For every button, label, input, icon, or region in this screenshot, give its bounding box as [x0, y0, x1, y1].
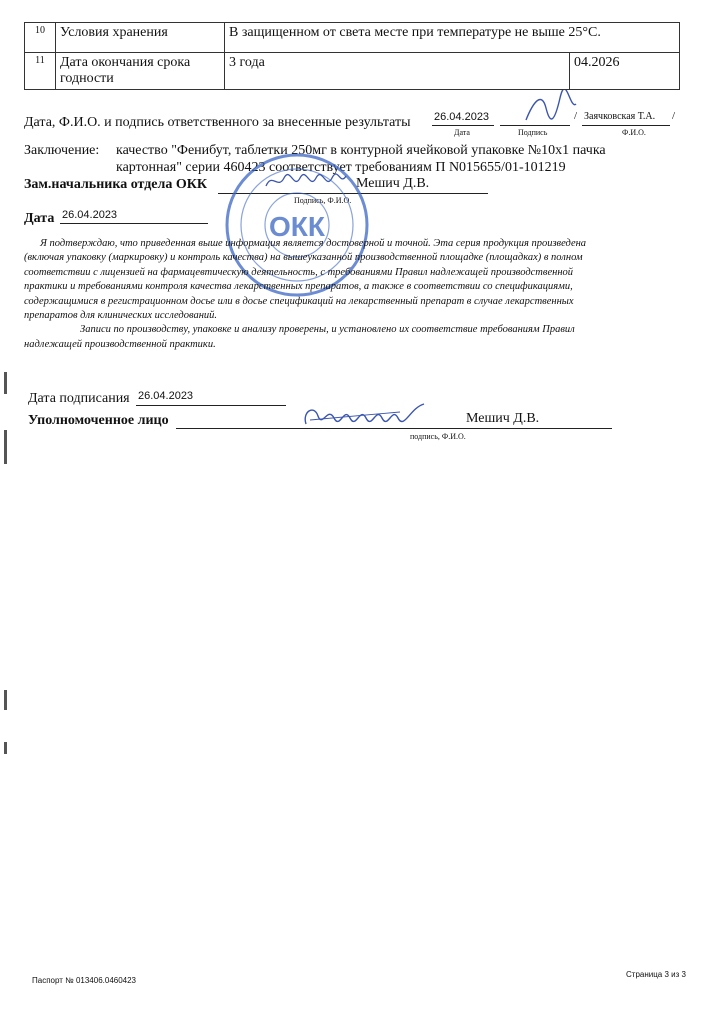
signing-date: 26.04.2023 [138, 390, 194, 402]
scan-mark [4, 372, 7, 394]
row-name: Дата окончания срока годности [56, 53, 225, 90]
scan-mark [4, 742, 7, 754]
conclusion-line2: картонная" серии 460423 соответствует требованиям П N015655/01-101219 [116, 160, 566, 175]
row-number: 10 [25, 23, 56, 53]
okk-date-line [60, 223, 208, 224]
signing-date-label: Дата подписания [28, 391, 130, 406]
statement [24, 237, 684, 352]
statement-line: (включая упаковку (маркировку) и контроль качества) на вышеуказанной производственной площадке (площадках) в полном [24, 252, 583, 264]
statement-line: Записи по производству, упаковке и анализу проверены, и установлено их соответствие требованиям Правил [80, 324, 575, 336]
conclusion-label: Заключение: [24, 143, 100, 158]
table-row [25, 23, 680, 53]
signature-icon [262, 168, 348, 196]
results-name-line [582, 125, 670, 126]
signing-date-line [136, 405, 286, 406]
okk-name: Мешич Д.В. [356, 176, 430, 191]
caption-date: Дата [454, 128, 470, 137]
caption-sign: Подпись [518, 128, 548, 137]
results-label: Дата, Ф.И.О. и подпись ответственного за внесенные результаты [24, 115, 411, 130]
statement-line: Я подтверждаю, что приведенная выше информация является достоверной и точной. Эта серия продукция произведена [40, 238, 587, 249]
signature-icon [520, 90, 580, 130]
okk-caption: Подпись, Ф.И.О. [294, 196, 352, 205]
conclusion-line1: качество "Фенибут, таблетки 250мг в контурной ячейковой упаковке №10x1 пачка [116, 143, 606, 158]
okk-date-label: Дата [24, 211, 55, 226]
row-number: 11 [25, 53, 56, 90]
statement-line: практики и требованиями контроля качества лекарственных препаратов, а также в соответствии со спецификациями, [24, 281, 573, 293]
footer-page: Страница 3 из 3 [626, 970, 686, 979]
statement-line: соответствии с лицензией на фармацевтическую деятельность, с требованиями Правил надлежащей производственной [24, 266, 574, 278]
okk-label: Зам.начальника отдела ОКК [24, 177, 208, 192]
statement-line: препаратов для клинических исследований. [24, 310, 218, 322]
statement-line: содержащимися в регистрационном досье или в досье спецификаций на лекарственный препарат в случае лекарственных [24, 295, 574, 307]
spec-table [24, 22, 680, 90]
row-extra: 04.2026 [570, 53, 680, 90]
results-date-line [432, 125, 494, 126]
row-value: 3 года [225, 53, 570, 90]
okk-date: 26.04.2023 [62, 209, 118, 221]
stamp-text: ОКК [269, 211, 325, 242]
scan-mark [4, 690, 7, 710]
caption-fio: Ф.И.О. [622, 128, 646, 137]
authorized-person-label: Уполномоченное лицо [28, 413, 169, 428]
authorized-name: Мешич Д.В. [466, 411, 540, 426]
footer-passport: Паспорт № 013406.0460423 [32, 976, 137, 985]
table-row [25, 53, 680, 90]
row-name: Условия хранения [56, 23, 225, 53]
results-slash: / [672, 110, 676, 122]
row-value: В защищенном от света месте при температуре не выше 25°C. [225, 23, 680, 53]
signature-icon [300, 398, 430, 438]
authorized-caption: подпись, Ф.И.О. [410, 432, 466, 441]
results-slash: / [574, 110, 578, 122]
scan-mark [4, 430, 7, 464]
results-date: 26.04.2023 [434, 111, 490, 123]
statement-line: надлежащей производственной практики. [24, 338, 216, 350]
results-name: Заячковская Т.А. [584, 111, 656, 122]
